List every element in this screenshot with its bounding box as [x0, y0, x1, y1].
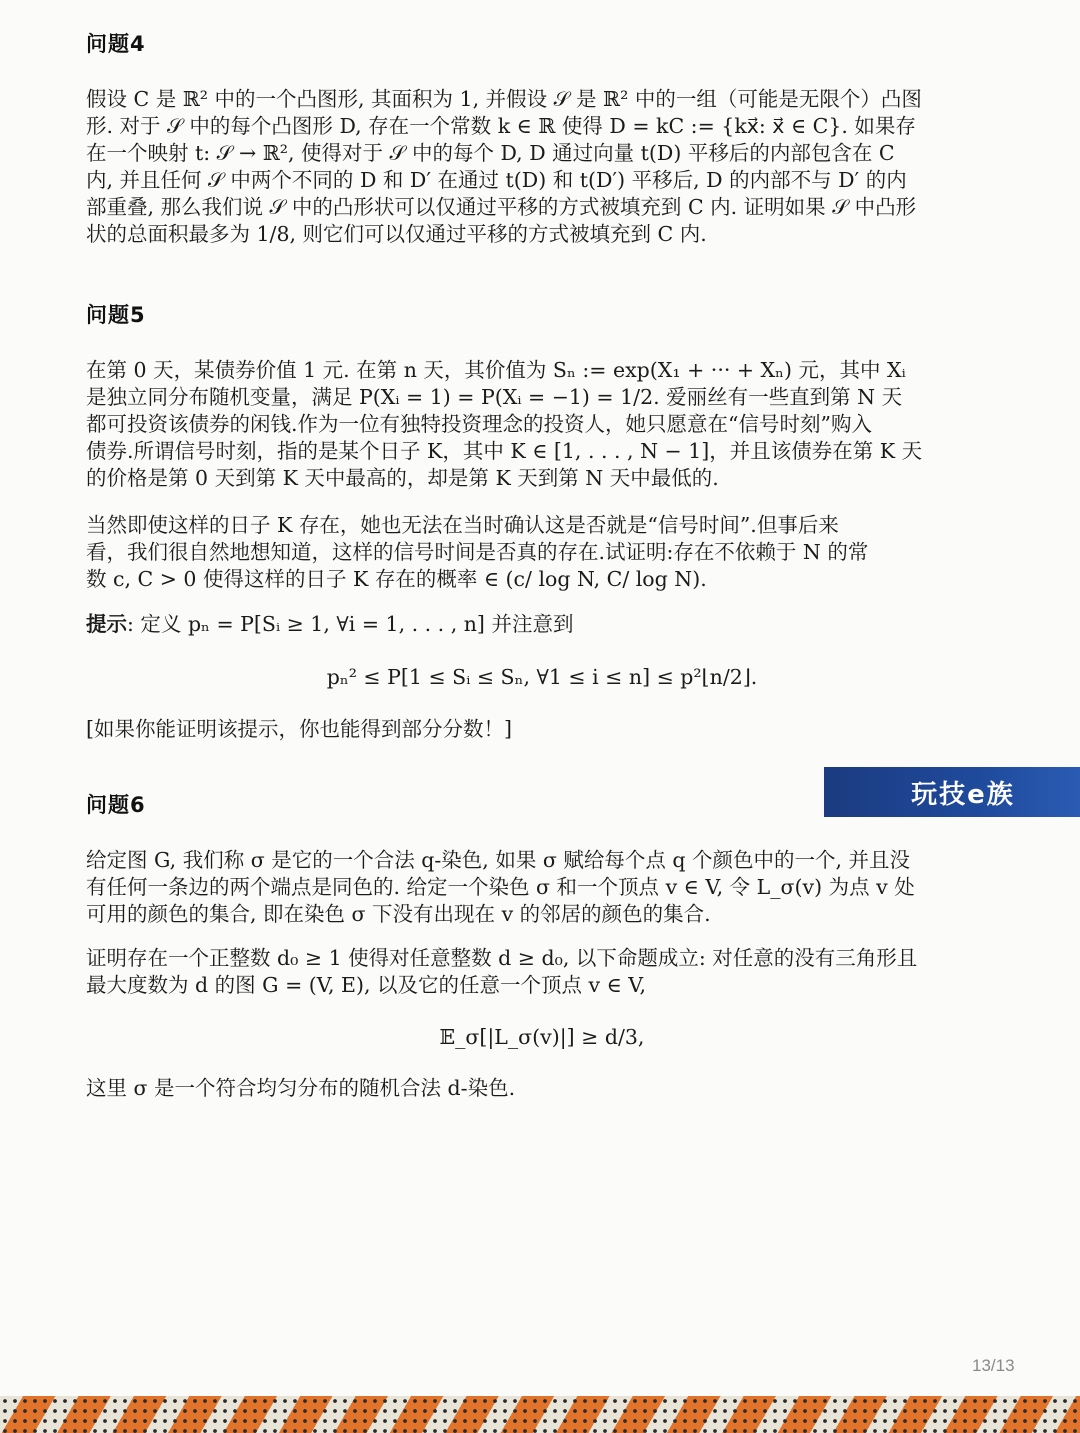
text-line: 是独立同分布随机变量，满足 P(Xᵢ = 1) = P(Xᵢ = −1) = 1/2. 爱丽丝有一些直到第 N 天 [86, 385, 903, 409]
text-line: 的价格是第 0 天到第 K 天中最高的，却是第 K 天到第 N 天中最低的. [86, 466, 719, 490]
text-line: 在第 0 天，某债券价值 1 元. 在第 n 天，其价值为 Sₙ := exp(X₁ + ··· + Xₙ) 元，其中 Xᵢ [86, 358, 906, 382]
problem5-paragraph-1 [86, 357, 998, 492]
page-number: 13/13 [972, 1356, 1015, 1375]
problem6-heading: 问题6 [86, 793, 146, 817]
problem5-hint [86, 611, 998, 638]
text-line: 部重叠, 那么我们说 𝒮 中的凸形状可以仅通过平移的方式被填充到 C 内. 证明如果 𝒮 中凸形 [86, 195, 917, 219]
problem5-heading: 问题5 [86, 303, 146, 327]
text-line: 都可投资该债券的闲钱.作为一位有独特投资理念的投资人，她只愿意在“信号时刻”购入 [86, 412, 872, 436]
hint-label: 提示 [86, 612, 127, 636]
text-line: 假设 C 是 ℝ² 中的一个凸图形, 其面积为 1, 并假设 𝒮 是 ℝ² 中的一组（可能是无限个）凸图 [86, 87, 922, 111]
text-line: 给定图 G, 我们称 σ 是它的一个合法 q-染色, 如果 σ 赋给每个点 q 个颜色中的一个, 并且没 [86, 848, 911, 872]
watermark-banner [824, 767, 1080, 817]
text-line: 数 c, C > 0 使得这样的日子 K 存在的概率 ∈ (c/ log N, C/ log N). [86, 567, 707, 591]
watermark-text: 玩技e族 [911, 779, 1015, 810]
problem6-paragraph-2 [86, 945, 998, 999]
text-line: 看，我们很自然地想知道，这样的信号时间是否真的存在.试证明:存在不依赖于 N 的常 [86, 540, 869, 564]
text-line: 最大度数为 d 的图 G = (V, E), 以及它的任意一个顶点 v ∈ V, [86, 973, 647, 997]
text-line: 形. 对于 𝒮 中的每个凸图形 D, 存在一个常数 k ∈ ℝ 使得 D = kC := {kx⃗: x⃗ ∈ C}. 如果存 [86, 114, 916, 138]
text-line: 在一个映射 t: 𝒮 → ℝ², 使得对于 𝒮 中的每个 D, D 通过向量 t(D) 平移后的内部包含在 C [86, 141, 895, 165]
text-line: 证明存在一个正整数 d₀ ≥ 1 使得对任意整数 d ≥ d₀, 以下命题成立: 对任意的没有三角形且 [86, 946, 918, 970]
problem6-paragraph-1 [86, 847, 998, 928]
hint-text: : 定义 pₙ = P[Sᵢ ≥ 1, ∀i = 1, . . . , n] 并注意到 [127, 612, 574, 636]
decorative-bottom-strip [0, 1396, 1080, 1433]
text-line: 可用的颜色的集合, 即在染色 σ 下没有出现在 v 的邻居的颜色的集合. [86, 902, 711, 926]
text-line: 内, 并且任何 𝒮 中两个不同的 D 和 D′ 在通过 t(D) 和 t(D′) 平移后, D 的内部不与 D′ 的内 [86, 168, 907, 192]
text-line: 当然即使这样的日子 K 存在，她也无法在当时确认这是否就是“信号时间”.但事后来 [86, 513, 839, 537]
text-line: 有任何一条边的两个端点是同色的. 给定一个染色 σ 和一个顶点 v ∈ V, 令 L_σ(v) 为点 v 处 [86, 875, 915, 899]
problem4-body [86, 86, 998, 248]
problem4-heading: 问题4 [86, 32, 146, 56]
hint-formula: pₙ² ≤ P[1 ≤ Sᵢ ≤ Sₙ, ∀1 ≤ i ≤ n] ≤ p²⌊n/2⌋. [326, 665, 758, 689]
text-line: 债券.所谓信号时刻，指的是某个日子 K，其中 K ∈ [1, . . . , N − 1]，并且该债券在第 K 天 [86, 439, 923, 463]
expectation-formula: 𝔼_σ[|L_σ(v)|] ≥ d/3, [439, 1025, 645, 1049]
problem5-paragraph-2 [86, 512, 998, 593]
problem6-closing: 这里 σ 是一个符合均匀分布的随机合法 d-染色. [86, 1076, 516, 1100]
text-line: 状的总面积最多为 1/8, 则它们可以仅通过平移的方式被填充到 C 内. [86, 222, 707, 246]
partial-credit-note: [如果你能证明该提示，你也能得到部分分数！] [86, 717, 512, 741]
